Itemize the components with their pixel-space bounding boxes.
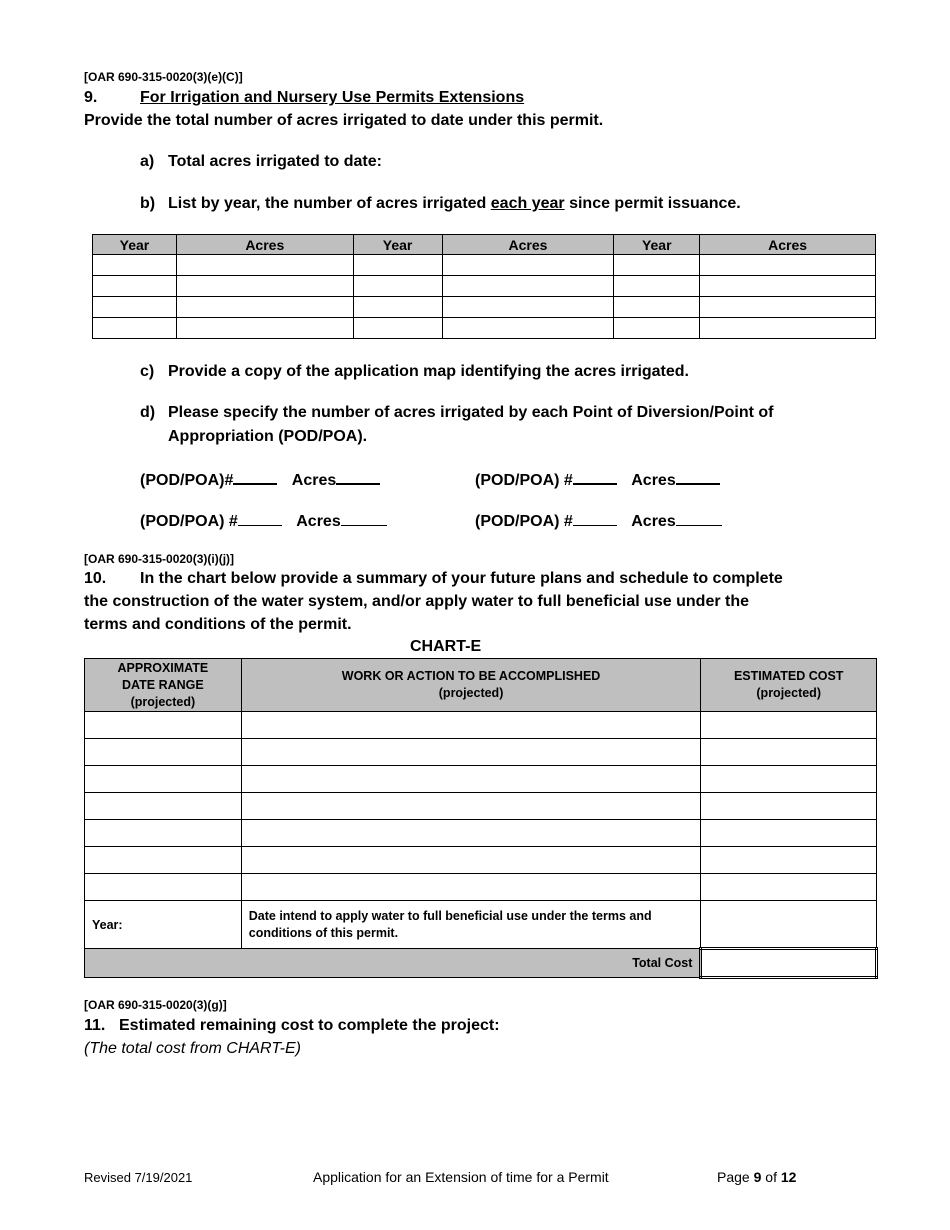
acres-label: Acres bbox=[291, 472, 337, 489]
item-c-text: Provide a copy of the application map identifying the acres irrigated. bbox=[168, 363, 689, 380]
table-row bbox=[93, 297, 876, 318]
acres-label: Acres bbox=[296, 513, 341, 530]
table-cell[interactable] bbox=[442, 318, 614, 339]
intent-line1: Date intend to apply water to full beneficial use under the terms and bbox=[248, 908, 652, 923]
table-cell[interactable] bbox=[614, 318, 700, 339]
section-10-line3: terms and conditions of the permit. bbox=[84, 616, 352, 633]
page-word: Page bbox=[717, 1169, 754, 1185]
table-row bbox=[93, 318, 876, 339]
table-cell[interactable] bbox=[93, 255, 177, 276]
table-cell[interactable] bbox=[353, 297, 442, 318]
table-cell[interactable] bbox=[93, 318, 177, 339]
footer-revised: Revised 7/19/2021 bbox=[84, 1170, 193, 1185]
section-9-intro: Provide the total number of acres irrigated to date under this permit. bbox=[84, 112, 604, 129]
footer-page bbox=[717, 1169, 796, 1185]
acres-field[interactable] bbox=[336, 469, 380, 485]
table-row bbox=[85, 793, 877, 820]
pod-number-field[interactable] bbox=[238, 511, 282, 526]
table-cell[interactable] bbox=[241, 766, 701, 793]
table-row bbox=[85, 766, 877, 793]
item-b-pre: List by year, the number of acres irrigated bbox=[168, 195, 491, 212]
table-cell[interactable] bbox=[701, 793, 877, 820]
chart-e-table bbox=[84, 658, 878, 979]
table-cell[interactable] bbox=[442, 255, 614, 276]
table-cell[interactable] bbox=[701, 874, 877, 901]
table-cell[interactable] bbox=[701, 739, 877, 766]
year-header-3: Year bbox=[614, 235, 700, 255]
table-cell[interactable] bbox=[241, 820, 701, 847]
oar-reference-10: [OAR 690-315-0020(3)(i)(j)] bbox=[84, 552, 235, 566]
total-cost-row bbox=[85, 949, 877, 978]
table-cell[interactable] bbox=[353, 255, 442, 276]
footer-title: Application for an Extension of time for a Permit bbox=[313, 1169, 609, 1185]
acres-field[interactable] bbox=[676, 469, 720, 485]
chart-e-header-row bbox=[85, 659, 877, 712]
section-9-number: 9. bbox=[84, 89, 98, 106]
table-cell[interactable] bbox=[85, 820, 242, 847]
pod-number-field[interactable] bbox=[573, 469, 617, 485]
table-cell[interactable] bbox=[700, 297, 876, 318]
table-cell[interactable] bbox=[85, 766, 242, 793]
pod-entry-2 bbox=[475, 469, 720, 490]
table-cell[interactable] bbox=[701, 847, 877, 874]
intent-line2: conditions of this permit. bbox=[248, 925, 399, 940]
pod-entry-4 bbox=[475, 511, 722, 531]
oar-reference-11: [OAR 690-315-0020(3)(g)] bbox=[84, 998, 227, 1012]
section-10-number: 10. bbox=[84, 570, 107, 587]
table-cell[interactable] bbox=[176, 255, 353, 276]
year-header-1: Year bbox=[93, 235, 177, 255]
pod-number-field[interactable] bbox=[233, 469, 277, 485]
table-row bbox=[93, 276, 876, 297]
table-cell[interactable] bbox=[85, 874, 242, 901]
acres-field[interactable] bbox=[341, 511, 387, 526]
acres-table-header-row bbox=[93, 235, 876, 255]
table-cell[interactable] bbox=[176, 318, 353, 339]
section-10-line1: In the chart below provide a summary of your future plans and schedule to complete bbox=[140, 570, 783, 587]
table-cell[interactable] bbox=[85, 739, 242, 766]
pod-label: (POD/POA) # bbox=[475, 513, 573, 530]
date-range-header-line1: APPROXIMATE bbox=[117, 660, 209, 675]
table-cell[interactable] bbox=[701, 766, 877, 793]
table-cell[interactable] bbox=[241, 739, 701, 766]
acres-field[interactable] bbox=[676, 511, 722, 526]
table-cell[interactable] bbox=[241, 712, 701, 739]
oar-reference-9: [OAR 690-315-0020(3)(e)(C)] bbox=[84, 70, 243, 84]
pod-label: (POD/POA)# bbox=[140, 472, 234, 489]
table-cell[interactable] bbox=[614, 297, 700, 318]
date-range-header bbox=[85, 659, 242, 712]
table-cell[interactable] bbox=[442, 297, 614, 318]
intent-cost-cell[interactable] bbox=[701, 901, 877, 949]
pod-number-field[interactable] bbox=[573, 511, 617, 526]
pod-entry-3 bbox=[140, 511, 387, 531]
table-cell[interactable] bbox=[85, 793, 242, 820]
of-word: of bbox=[761, 1169, 781, 1185]
date-range-header-line3: (projected) bbox=[130, 694, 196, 709]
table-cell[interactable] bbox=[241, 793, 701, 820]
acres-header-1: Acres bbox=[176, 235, 353, 255]
estimated-cost-header-line1: ESTIMATED COST bbox=[733, 669, 844, 683]
table-row bbox=[85, 874, 877, 901]
section-11-title: Estimated remaining cost to complete the project: bbox=[119, 1017, 500, 1034]
pod-label: (POD/POA) # bbox=[475, 472, 573, 489]
table-cell[interactable] bbox=[614, 276, 700, 297]
item-b-underlined: each year bbox=[490, 195, 565, 212]
chart-e-title: CHART-E bbox=[410, 638, 482, 655]
table-cell[interactable] bbox=[176, 297, 353, 318]
item-a-text: Total acres irrigated to date: bbox=[168, 153, 382, 170]
table-cell[interactable] bbox=[353, 318, 442, 339]
table-row bbox=[93, 255, 876, 276]
item-d-letter: d) bbox=[140, 404, 156, 421]
intent-date-row bbox=[85, 901, 877, 949]
table-cell[interactable] bbox=[85, 712, 242, 739]
year-label[interactable]: Year: bbox=[85, 901, 242, 949]
table-cell[interactable] bbox=[700, 318, 876, 339]
table-row bbox=[85, 820, 877, 847]
table-cell[interactable] bbox=[442, 276, 614, 297]
acres-header-3: Acres bbox=[700, 235, 876, 255]
page-total: 12 bbox=[780, 1169, 797, 1185]
acres-header-2: Acres bbox=[442, 235, 614, 255]
table-cell[interactable] bbox=[700, 255, 876, 276]
table-cell[interactable] bbox=[241, 874, 701, 901]
table-cell[interactable] bbox=[93, 276, 177, 297]
item-d-line1: Please specify the number of acres irrigated by each Point of Diversion/Point of bbox=[168, 404, 774, 421]
item-a-letter: a) bbox=[140, 153, 155, 170]
table-cell[interactable] bbox=[614, 255, 700, 276]
date-range-header-line2: DATE RANGE bbox=[122, 677, 204, 692]
table-row bbox=[85, 739, 877, 766]
total-cost-label: Total Cost bbox=[85, 949, 701, 978]
total-cost-field[interactable] bbox=[701, 949, 877, 978]
year-header-2: Year bbox=[353, 235, 442, 255]
item-c-letter: c) bbox=[140, 363, 155, 380]
work-action-header bbox=[241, 659, 701, 712]
intent-description bbox=[241, 901, 701, 949]
table-cell[interactable] bbox=[85, 847, 242, 874]
item-b-text bbox=[168, 195, 741, 213]
table-row bbox=[85, 712, 877, 739]
section-10-line2: the construction of the water system, and/or apply water to full beneficial use under the bbox=[84, 593, 750, 610]
acres-label: Acres bbox=[631, 472, 676, 489]
acres-label: Acres bbox=[631, 513, 676, 530]
pod-entry-1 bbox=[140, 469, 380, 490]
item-b-post: since permit issuance. bbox=[564, 195, 741, 212]
table-cell[interactable] bbox=[93, 297, 177, 318]
table-row bbox=[85, 847, 877, 874]
table-cell[interactable] bbox=[241, 847, 701, 874]
work-action-header-line2: (projected) bbox=[438, 686, 504, 700]
estimated-cost-header bbox=[701, 659, 877, 712]
table-cell[interactable] bbox=[353, 276, 442, 297]
item-d-line2: Appropriation (POD/POA). bbox=[168, 428, 368, 445]
table-cell[interactable] bbox=[176, 276, 353, 297]
table-cell[interactable] bbox=[701, 712, 877, 739]
acres-by-year-table bbox=[92, 234, 876, 339]
table-cell[interactable] bbox=[700, 276, 876, 297]
table-cell[interactable] bbox=[701, 820, 877, 847]
section-11-number: 11. bbox=[84, 1017, 106, 1034]
page-number: 9 bbox=[753, 1169, 762, 1185]
section-11-note: (The total cost from CHART-E) bbox=[84, 1040, 301, 1057]
section-9-title: For Irrigation and Nursery Use Permits Extensions bbox=[140, 89, 525, 106]
pod-label: (POD/POA) # bbox=[140, 513, 238, 530]
item-b-letter: b) bbox=[140, 195, 156, 212]
work-action-header-line1: WORK OR ACTION TO BE ACCOMPLISHED bbox=[341, 669, 601, 683]
estimated-cost-header-line2: (projected) bbox=[756, 686, 821, 700]
